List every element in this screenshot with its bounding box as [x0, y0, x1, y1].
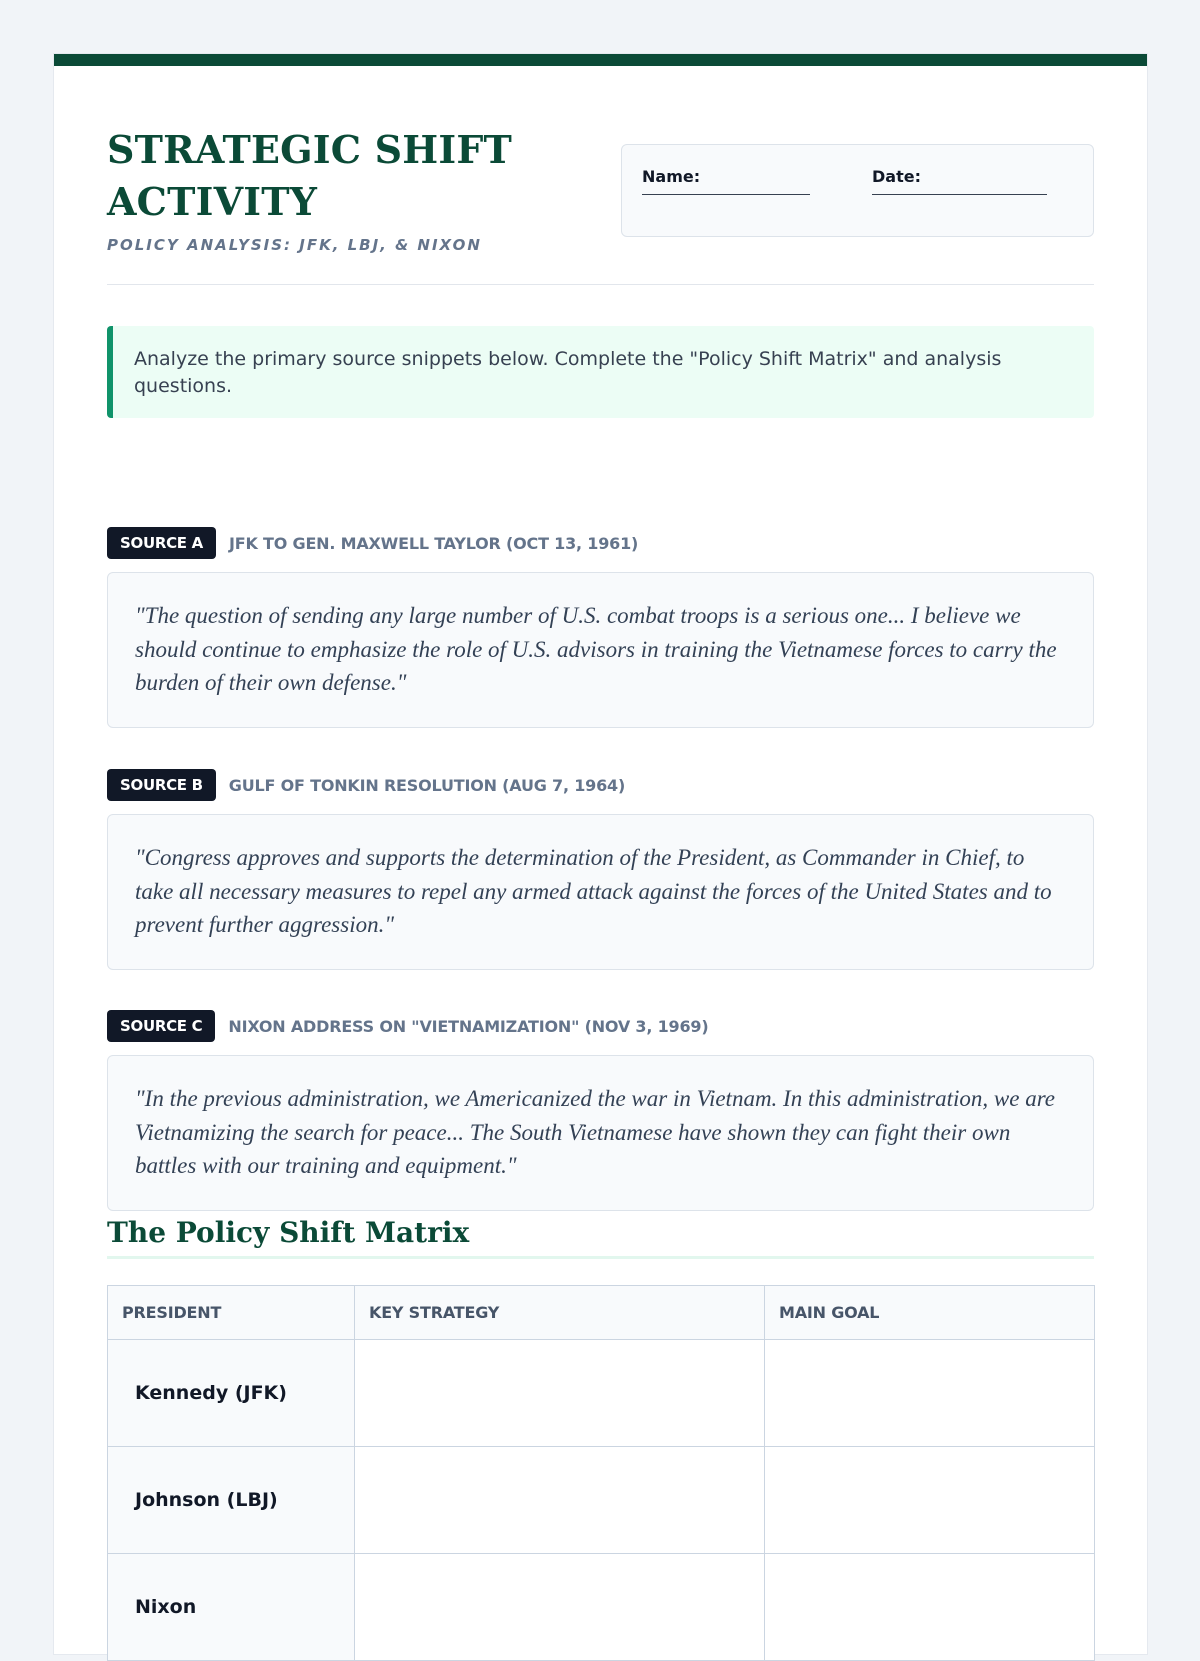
main-goal-answer-cell[interactable]: [765, 1340, 1095, 1447]
instruction-callout: Analyze the primary source snippets below. Complete the "Policy Shift Matrix" and analysis questions.: [107, 326, 1094, 418]
source-b-meta: GULF OF TONKIN RESOLUTION (AUG 7, 1964): [228, 775, 626, 795]
source-c-header: [107, 1010, 708, 1042]
date-field[interactable]: [872, 167, 1047, 195]
date-blank-line[interactable]: [872, 194, 1047, 195]
table-row: [108, 1340, 1095, 1447]
table-row: [108, 1554, 1095, 1661]
name-label: Name:: [642, 167, 701, 186]
key-strategy-answer-cell[interactable]: [355, 1340, 765, 1447]
column-header-president: PRESIDENT: [108, 1286, 355, 1340]
source-a-quote: "The question of sending any large number of U.S. combat troops is a serious one... I believe we should continue to emphasize the role of U.S. advisors in training the Vietnamese forces to carry the burden of their own defense.": [107, 572, 1094, 728]
source-c-quote: "In the previous administration, we Americanized the war in Vietnam. In this administration, we are Vietnamizing the search for peace... The South Vietnamese have shown they can fight their own battles with our training and equipment.": [107, 1055, 1094, 1211]
source-b-header: [107, 769, 625, 801]
source-a-meta: JFK TO GEN. MAXWELL TAYLOR (OCT 13, 1961): [228, 533, 639, 553]
president-cell: Johnson (LBJ): [108, 1447, 355, 1554]
key-strategy-answer-cell[interactable]: [355, 1447, 765, 1554]
source-c-meta: NIXON ADDRESS ON "VIETNAMIZATION" (NOV 3, 1969): [228, 1016, 709, 1036]
main-goal-answer-cell[interactable]: [765, 1447, 1095, 1554]
page-subtitle: POLICY ANALYSIS: JFK, LBJ, & NIXON: [107, 236, 482, 254]
column-header-key-strategy: KEY STRATEGY: [355, 1286, 765, 1340]
matrix-title-underline: [107, 1256, 1094, 1259]
source-a-header: [107, 527, 638, 559]
source-b-badge: SOURCE B: [107, 769, 216, 801]
student-info-box: [621, 144, 1094, 237]
matrix-title: The Policy Shift Matrix: [107, 1216, 470, 1249]
header-divider: [107, 284, 1094, 285]
key-strategy-answer-cell[interactable]: [355, 1554, 765, 1661]
name-field[interactable]: [642, 167, 810, 195]
column-header-main-goal: MAIN GOAL: [765, 1286, 1095, 1340]
policy-shift-matrix: [107, 1285, 1095, 1661]
table-row: [108, 1447, 1095, 1554]
date-label: Date:: [872, 167, 921, 186]
main-goal-answer-cell[interactable]: [765, 1554, 1095, 1661]
president-cell: Kennedy (JFK): [108, 1340, 355, 1447]
worksheet-page: [54, 54, 1147, 1654]
source-b-quote: "Congress approves and supports the determination of the President, as Commander in Chief, to take all necessary measures to repel any armed attack against the forces of the United States and to prevent further aggression.": [107, 814, 1094, 970]
page-title: STRATEGIC SHIFT ACTIVITY: [107, 127, 513, 224]
source-c-badge: SOURCE C: [107, 1010, 215, 1042]
source-a-badge: SOURCE A: [107, 527, 216, 559]
president-cell: Nixon: [108, 1554, 355, 1661]
name-blank-line[interactable]: [642, 194, 810, 195]
matrix-header-row: [108, 1286, 1095, 1340]
